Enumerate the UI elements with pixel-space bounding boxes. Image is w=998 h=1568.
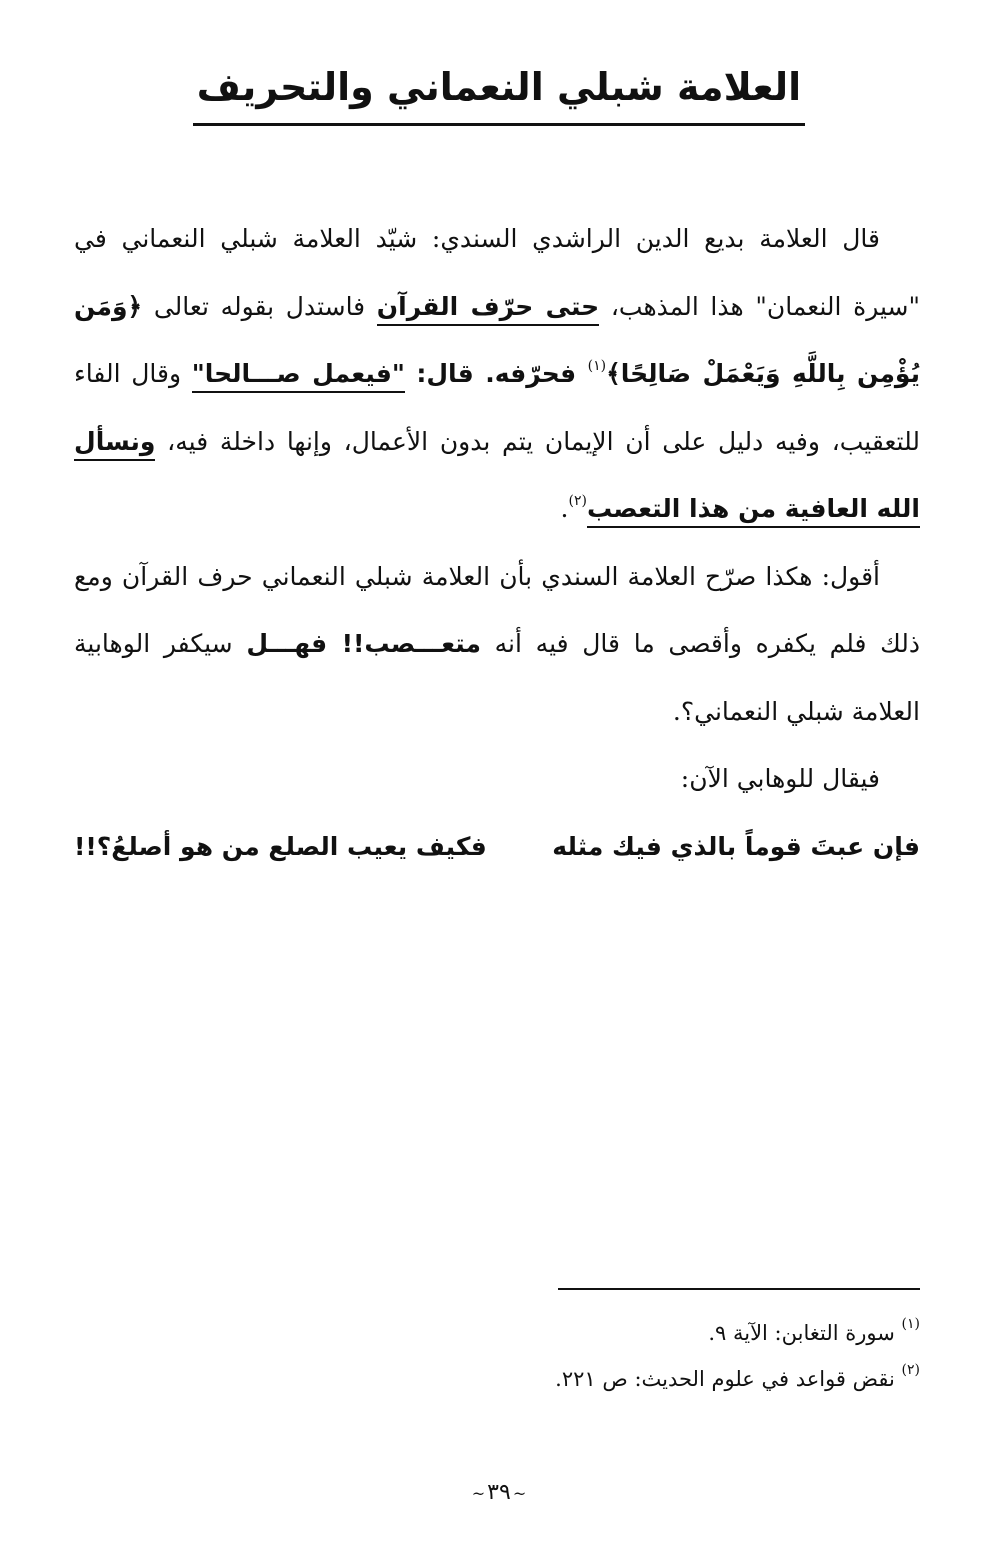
footnote-ref-2: (٢): [568, 493, 587, 509]
footnote-1-marker: (١): [901, 1316, 920, 1332]
paragraph-1: [74, 205, 920, 543]
main-text: [74, 205, 920, 880]
footnote-1-text: سورة التغابن: الآية ٩.: [708, 1321, 895, 1345]
footnote-2: [74, 1356, 920, 1402]
p1-text-2: فاستدل بقوله تعالى: [142, 291, 377, 321]
paragraph-2: [74, 543, 920, 746]
p2-emphasis-fanatic: متعـــصب!! فهـــل: [246, 629, 481, 658]
title-container: [0, 55, 998, 126]
footnote-ref-1: (١): [587, 358, 607, 374]
footnotes: [74, 1310, 920, 1402]
ornament-left-icon: ~: [512, 1484, 527, 1503]
verse-second-hemistich: فكيف يعيب الصلع من هو أصلعُ؟!!: [74, 831, 487, 861]
p1-quran-verse: ﴿وَمَن يُؤْمِن بِاللَّهِ وَيَعْمَلْ صَالِحًا﴾: [74, 291, 920, 388]
page-number: ٣٩: [487, 1480, 511, 1505]
p1-text-3: فحرّفه. قال:: [404, 359, 588, 388]
page-title: العلامة شبلي النعماني والتحريف: [193, 55, 805, 126]
p2-text-1: أقول: هكذا صرّح العلامة السندي بأن العلامة شبلي النعماني حرف القرآن ومع ذلك فلم يكفره وأقصى ما قال فيه أنه: [74, 561, 920, 658]
p1-text-5: .: [560, 494, 569, 523]
ornament-right-icon: ~: [471, 1484, 486, 1503]
footnote-2-text: نقض قواعد في علوم الحديث: ص ٢٢١.: [555, 1367, 895, 1391]
page-number-block: [0, 1478, 998, 1509]
verse-first-hemistich: فإن عبتَ قوماً بالذي فيك مثله: [552, 831, 920, 861]
footnote-separator: [558, 1288, 920, 1290]
p2-text-2: سيكفر الوهابية العلامة شبلي النعماني؟.: [74, 629, 920, 726]
p1-quoted-altered-verse: "فيعمل صـــالحا": [192, 359, 405, 393]
footnote-1: [74, 1310, 920, 1356]
paragraph-3: فيقال للوهابي الآن:: [680, 764, 880, 793]
p1-emphasis-fanaticism: ونسأل الله العافية من هذا التعصب: [74, 427, 920, 529]
p1-emphasis-quran-altered: حتى حرّف القرآن: [377, 292, 599, 326]
p1-text-1: قال العلامة بديع الدين الراشدي السندي: شيّد العلامة شبلي النعماني في "سيرة النعمان" هذا المذهب،: [74, 224, 920, 321]
poetry-verse: [74, 813, 920, 881]
p1-text-4: وقال الفاء للتعقيب، وفيه دليل على أن الإيمان يتم بدون الأعمال، وإنها داخلة فيه،: [74, 359, 920, 456]
footnote-2-marker: (٢): [901, 1362, 920, 1378]
